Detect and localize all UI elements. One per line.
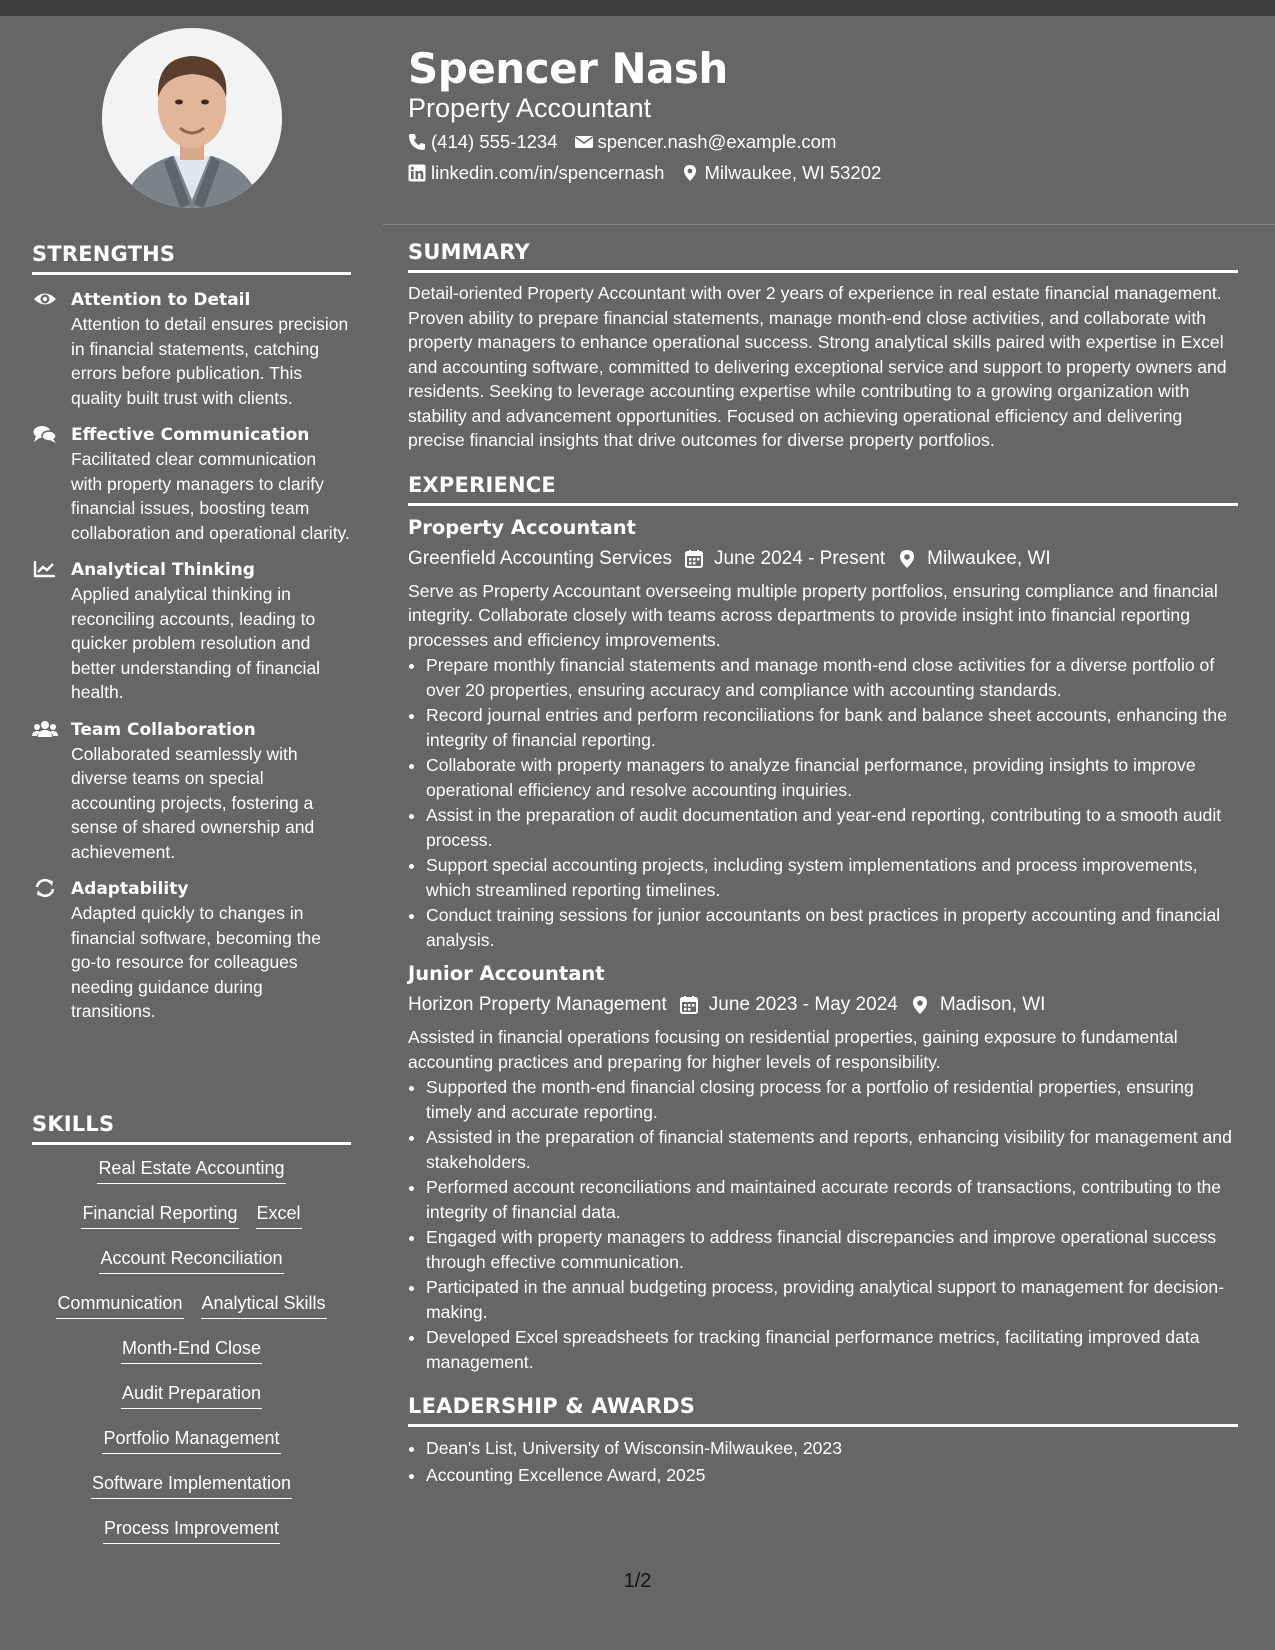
job-bullets: [408, 1075, 1238, 1374]
summary-section: [408, 240, 1238, 453]
strength-description: Applied analytical thinking in reconciling accounts, leading to quicker problem resolution and better understanding of financial health.: [71, 584, 321, 702]
job-bullet: • Assist in the preparation of audit documentation and year-end reporting, contributing to a smooth audit process.: [426, 803, 1238, 852]
profile-photo: [102, 28, 282, 208]
job-meta: [408, 545, 1238, 573]
strength-title: Effective Communication: [71, 425, 310, 445]
strength-description: Facilitated clear communication with property managers to clarify financial issues, boosting team collaboration and operational clarity.: [71, 449, 350, 543]
skill-tag: Portfolio Management: [102, 1425, 280, 1454]
job-bullet: • Engaged with property managers to address financial discrepancies and improve operational success through effective communication.: [426, 1225, 1238, 1274]
job-dates: June 2024 - Present: [714, 547, 886, 569]
calendar-icon: [684, 549, 704, 569]
job-bullet: • Performed account reconciliations and maintained accurate records of transactions, contributing to the integrity of financial data.: [426, 1175, 1238, 1224]
linkedin-icon: [408, 164, 426, 182]
job-bullet: • Developed Excel spreadsheets for tracking financial performance metrics, facilitating improved data management.: [426, 1325, 1238, 1374]
company-name: Horizon Property Management: [408, 994, 667, 1015]
skills-row: [32, 1200, 351, 1245]
skill-tag: Audit Preparation: [121, 1380, 262, 1409]
skill-tag: Communication: [56, 1290, 183, 1319]
map-pin-icon: [910, 995, 930, 1015]
phone-contact: [408, 129, 558, 155]
job-location: Milwaukee, WI: [927, 547, 1051, 569]
job-bullet: • Assisted in the preparation of financial statements and reports, enhancing visibility for management and stakeholders.: [426, 1125, 1238, 1174]
strength-description: Collaborated seamlessly with diverse teams on special accounting projects, fostering a sense of shared ownership and achievement.: [71, 743, 315, 862]
experience-section: [408, 473, 1238, 1375]
skills-row: [32, 1155, 351, 1200]
strengths-heading: STRENGTHS: [32, 242, 351, 275]
job-location: Madison, WI: [939, 994, 1046, 1015]
skills-row: [32, 1470, 351, 1515]
skills-heading: SKILLS: [32, 1112, 351, 1145]
strength-title: Analytical Thinking: [71, 560, 255, 580]
awards-section: [408, 1394, 1238, 1487]
header-divider: [383, 224, 1275, 225]
job-bullet: • Supported the month-end financial closing process for a portfolio of residential properties, ensuring timely and accurate reporting.: [426, 1075, 1238, 1124]
linkedin-url[interactable]: linkedin.com/in/spencernash: [431, 162, 665, 183]
awards-list: [408, 1436, 1238, 1487]
job-bullet: • Support special accounting projects, including system implementations and process improvements, which streamlined reporting timelines.: [426, 853, 1238, 902]
skill-tag: Account Reconciliation: [99, 1245, 283, 1274]
contact-row: [408, 160, 1238, 186]
location-text: Milwaukee, WI 53202: [704, 162, 882, 183]
map-pin-icon: [897, 549, 917, 569]
skill-tag: Analytical Skills: [201, 1290, 327, 1319]
location-contact: [681, 160, 881, 186]
job-meta: [408, 991, 1238, 1019]
strength-item: [32, 558, 351, 705]
linkedin-contact[interactable]: [408, 160, 664, 186]
line-chart-icon: [32, 559, 58, 579]
job-bullet: • Collaborate with property managers to analyze financial performance, providing insights to improve operational efficiency and resolve accounting inquiries.: [426, 753, 1238, 802]
skills-row: [32, 1290, 351, 1335]
skill-tag: Software Implementation: [91, 1470, 292, 1499]
email-contact[interactable]: [575, 129, 837, 155]
skills-section: [32, 1112, 351, 1560]
job-entry: [408, 961, 1238, 1374]
skills-row: [32, 1515, 351, 1560]
job-bullet: • Prepare monthly financial statements and manage month-end close activities for a diverse portfolio of over 20 properties, ensuring accuracy and compliance with accounting standards.: [426, 653, 1238, 702]
strength-item: [32, 288, 351, 410]
chat-bubbles-icon: [32, 424, 58, 444]
job-title: Property Accountant: [408, 515, 636, 539]
job-description: Assisted in financial operations focusing on residential properties, gaining exposure to fundamental accounting practices and preparing for higher levels of responsibility.: [408, 1027, 1178, 1072]
top-bar: [0, 0, 1275, 16]
job-bullet: • Conduct training sessions for junior accountants on best practices in property accounting and financial analysis.: [426, 903, 1238, 952]
award-item: • Accounting Excellence Award, 2025: [426, 1463, 1238, 1488]
company-name: Greenfield Accounting Services: [408, 547, 673, 569]
main-column: [408, 240, 1238, 1507]
skills-row: [32, 1245, 351, 1290]
job-bullet: • Participated in the annual budgeting process, providing analytical support to management for decision-making.: [426, 1275, 1238, 1324]
eye-icon: [32, 289, 58, 309]
page-number: 1/2: [623, 1570, 652, 1592]
skill-tag: Process Improvement: [103, 1515, 280, 1544]
strength-description: Attention to detail ensures precision in financial statements, catching errors before publication. This quality built trust with clients.: [71, 314, 349, 408]
awards-heading: LEADERSHIP & AWARDS: [408, 1394, 1238, 1427]
envelope-icon: [575, 133, 593, 151]
experience-heading: EXPERIENCE: [408, 473, 1238, 506]
job-bullet: • Record journal entries and perform reconciliations for bank and balance sheet accounts, enhancing the integrity of financial reporting.: [426, 703, 1238, 752]
summary-text: Detail-oriented Property Accountant with over 2 years of experience in real estate financial management. Proven ability to prepare financial statements, manage month-end close activities, and collaborate with property managers to enhance operational success. Strong analytical skills paired with expertise in Excel and accounting software, committed to delivering exceptional service and support to property owners and residents. Seeking to leverage accounting expertise while contributing to a growing organization with stability and advancement opportunities. Focused on achieving operational efficiency and delivering precise financial insights that drive outcomes for diverse property portfolios.: [408, 283, 1227, 450]
strength-item: [32, 877, 351, 1024]
strength-item: [32, 423, 351, 545]
phone-number: (414) 555-1234: [431, 131, 558, 152]
job-entry: [408, 515, 1238, 953]
candidate-name: Spencer Nash: [408, 44, 728, 93]
job-description: Serve as Property Accountant overseeing multiple property portfolios, ensuring compliance and financial integrity. Collaborate closely with teams across departments to provide insight into financial reporting processes and efficiency improvements.: [408, 580, 1218, 650]
phone-icon: [408, 133, 426, 151]
users-icon: [32, 719, 58, 739]
strength-title: Adaptability: [71, 879, 189, 899]
resume-header: [408, 40, 1238, 186]
skill-tag: Excel: [256, 1200, 302, 1229]
summary-heading: SUMMARY: [408, 240, 1238, 273]
contact-row: [408, 129, 1238, 155]
strength-title: Team Collaboration: [71, 719, 256, 740]
skills-row: [32, 1425, 351, 1470]
strength-item: [32, 718, 351, 865]
skill-tag: Financial Reporting: [81, 1200, 238, 1229]
skills-row: [32, 1335, 351, 1380]
strength-description: Adapted quickly to changes in financial software, becoming the go-to resource for colleagues needing guidance during transitions.: [71, 903, 321, 1021]
skill-tag: Month-End Close: [121, 1335, 262, 1364]
candidate-title: Property Accountant: [408, 93, 652, 123]
sync-icon: [32, 878, 58, 898]
job-bullets: [408, 653, 1238, 952]
award-item: • Dean's List, University of Wisconsin-Milwaukee, 2023: [426, 1436, 1238, 1461]
job-dates: June 2023 - May 2024: [708, 994, 898, 1015]
skill-tag: Real Estate Accounting: [97, 1155, 285, 1184]
skills-row: [32, 1380, 351, 1425]
map-pin-icon: [681, 164, 699, 182]
skills-list: [32, 1155, 351, 1560]
strength-title: Attention to Detail: [71, 290, 251, 310]
calendar-icon: [679, 995, 699, 1015]
email-address[interactable]: spencer.nash@example.com: [597, 131, 837, 152]
job-title: Junior Accountant: [408, 962, 605, 985]
strengths-section: [32, 242, 351, 1024]
